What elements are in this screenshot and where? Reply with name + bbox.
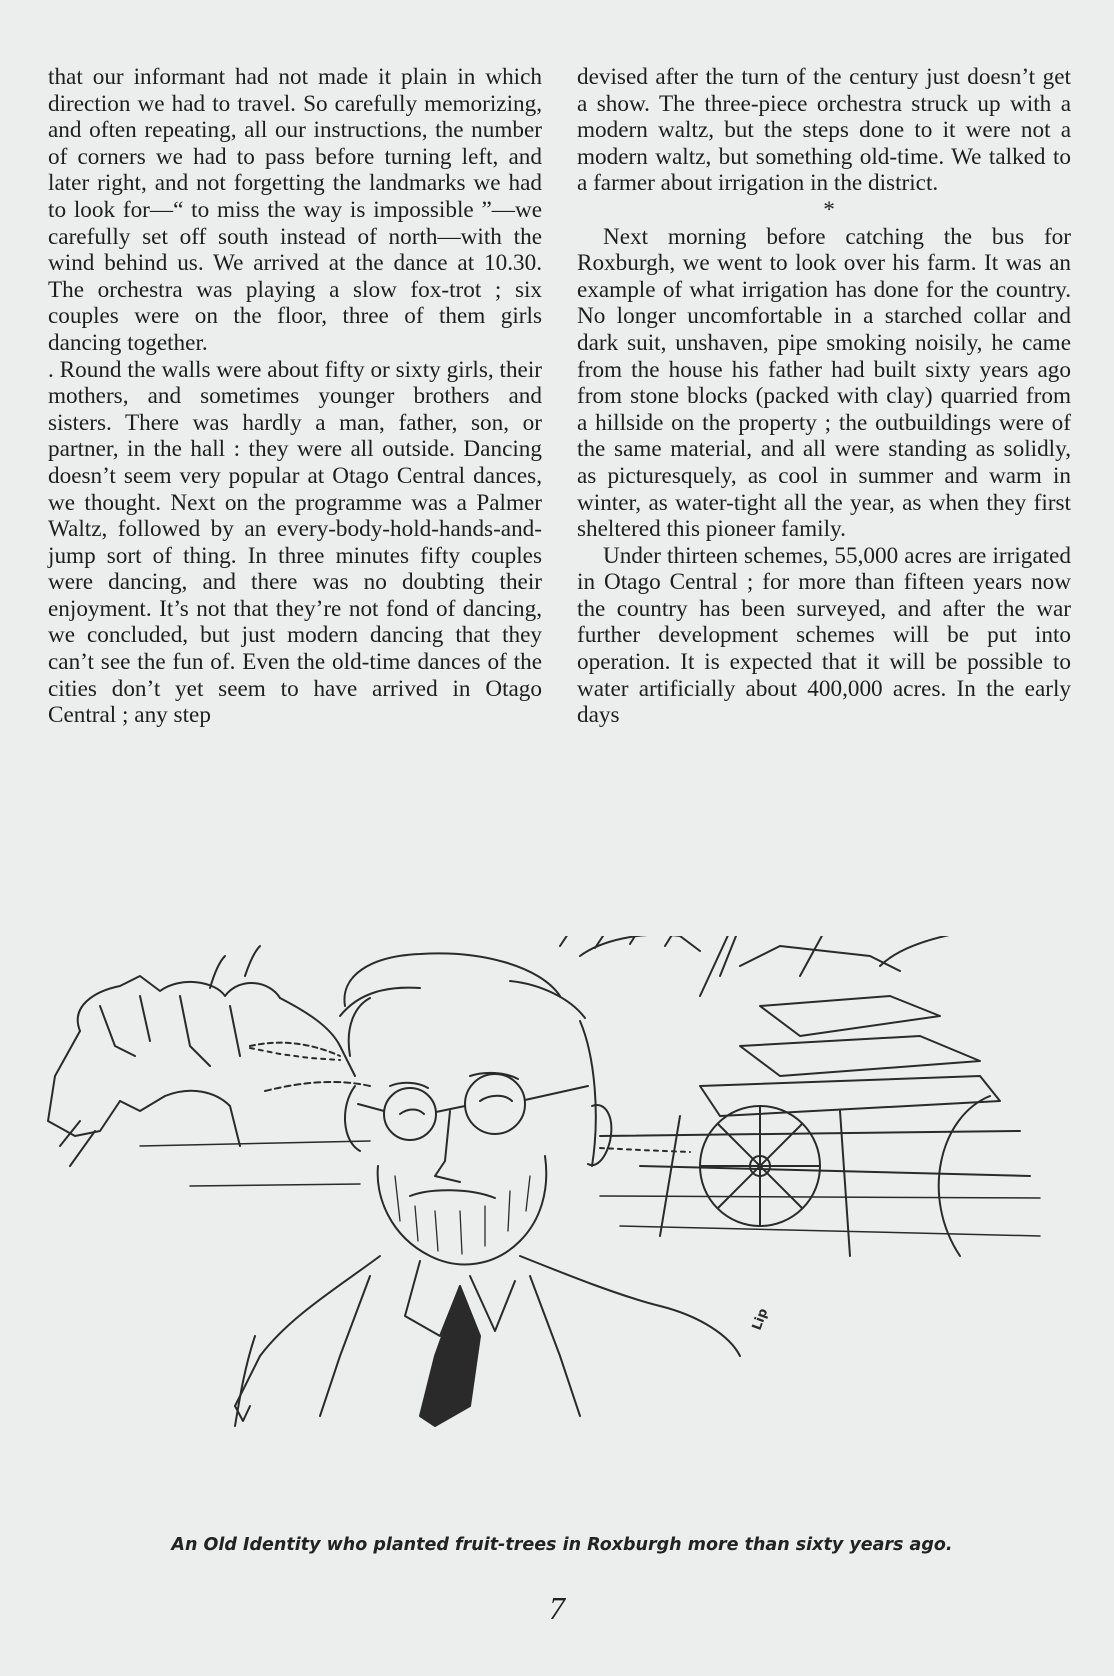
paragraph: that our informant had not made it plain in which direction we had to travel. So carefully memorizing, and often repeating, all our instructions, the number of corners we had to pass before turning left, and later right, and not forgetting the landmarks we had to look for—“ to miss the way is impossible ”—we carefully set off south instead of north—with the wind behind us. We arrived at the dance at 10.30. The orchestra was playing a slow fox-trot ; six couples were on the floor, three of them girls dancing together. — [48, 64, 542, 356]
figure-caption: An Old Identity who planted fruit-trees in Roxburgh more than sixty years ago. — [171, 1535, 953, 1555]
horses-drawing — [48, 946, 370, 1166]
paragraph: Under thirteen schemes, 55,000 acres are irrigated in Otago Central ; for more than fifteen years now the country has been surveyed, and after the war further development schemes will be put into operation. It is expected that it will be possible to water artificially about 400,000 acres. In the early days — [577, 542, 1071, 729]
left-column — [48, 64, 542, 729]
paragraph: Next morning before catching the bus for Roxburgh, we went to look over his farm. It was an example of what irrigation has done for the country. No longer uncomfortable in a starched collar and dark suit, unshaven, pipe smoking noisily, he came from the house his father had built sixty years ago from stone blocks (packed with clay) quarried from a hillside on the property ; the outbuildings were of the same material, and all were standing as solidly, as picturesquely, as cool in summer and warm in winter, as water-tight all the year, as when they first sheltered this pioneer family. — [577, 223, 1071, 543]
artist-signature: Lip — [749, 1306, 772, 1333]
portrait-drawing — [235, 953, 740, 1426]
paragraph: devised after the turn of the century just doesn’t get a show. The three-piece orchestra struck up with a modern waltz, but the steps done to it were not a modern waltz, but something old-time. We talked to a farmer about irrigation in the district. — [577, 64, 1071, 197]
right-column — [577, 64, 1071, 729]
paragraph: . Round the walls were about fifty or sixty girls, their mothers, and sometimes younger brothers and sisters. There was hardly a man, father, son, or partner, in the hall : they were all outside. Dancing doesn’t seem very popular at Otago Central dances, we thought. Next on the programme was a Palmer Waltz, followed by an every-body-hold-hands-and-jump sort of thing. In three minutes fifty couples were dancing, and there was no doubting their enjoyment. It’s not that they’re not fond of dancing, we concluded, but just modern dancing that they can’t see the fun of. Even the old-time dances of the cities don’t yet seem to have arrived in Otago Central ; any step — [48, 356, 542, 729]
page-number: 7 — [549, 1590, 565, 1626]
section-break: * — [823, 196, 835, 223]
wagon-drawing — [560, 936, 1030, 1256]
illustration — [40, 936, 1060, 1526]
